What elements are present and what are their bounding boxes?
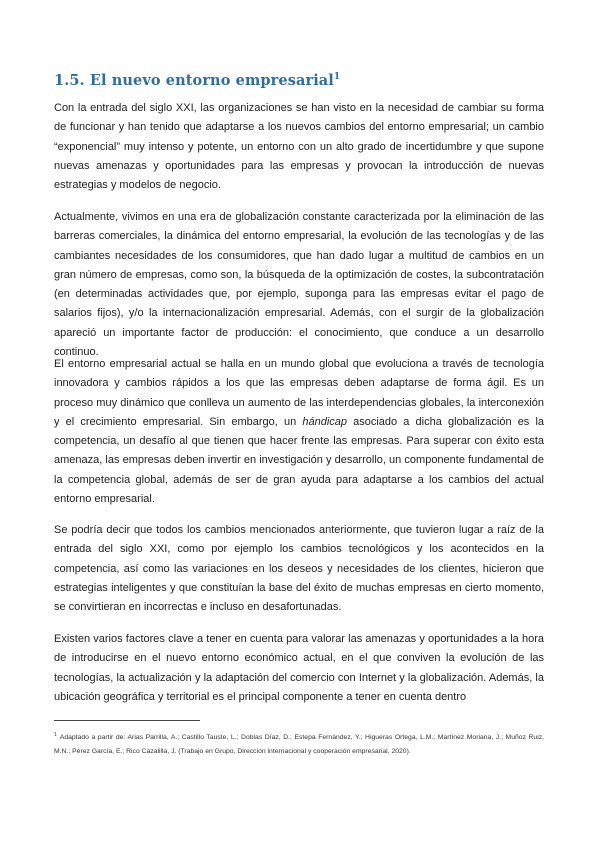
section-heading xyxy=(54,72,340,89)
footnote-reference[interactable]: 1 xyxy=(333,72,341,82)
footnote-text: Adaptado a partir de: Arias Parrilla, A.; Castillo Tauste, L.; Doblas Díaz, D.; Estepa Fernández, Y.; Higueras Ortega, L.M.; Martínez Moriana, J.; Muñoz Ruiz, M.N.; Pérez García, E.; Rico Cazalilla, J. (Trabajo en Grupo, Dirección internacional y cooperación empresarial, 2020). xyxy=(54,734,544,755)
paragraph-3-text-end: asociado a dicha globalización es la competencia, un desafío al que tienen que hacer frente las empresas. Para superar con éxito esta amenaza, las empresas deben invertir en investigación y desarrollo, un componente fundamental de la competencia global, además de ser de gran ayuda para adaptarse a los cambios del actual entorno empresarial. xyxy=(54,415,545,506)
paragraph-3 xyxy=(54,355,544,509)
paragraph-3-italic-term: hándicap xyxy=(302,415,347,428)
footnote-marker: 1 xyxy=(54,732,57,738)
paragraph-5: Existen varios factores clave a tener en cuenta para valorar las amenazas y oportunidades a la hora de introducirse en el nuevo entorno económico actual, en el que conviven la evolución de las tecnologías, la actualización y la adaptación del comercio con Internet y la globalización. Además, la ubicación geográfica y territorial es el principal componente a tener en cuenta dentro xyxy=(54,633,544,703)
section-title: 1.5. El nuevo entorno empresarial xyxy=(54,72,334,89)
paragraph-2: Actualmente, vivimos en una era de globalización constante caracterizada por la eliminación de las barreras comerciales, la dinámica del entorno empresarial, la evolución de las tecnologías y de las cambiantes necesidades de los consumidores, que han dado lugar a multitud de cambios en un gran número de empresas, como son, la búsqueda de la optimización de costes, la subcontratación (en determinadas actividades que, por ejemplo, suponga para las empresas evitar el pago de salarios fijos), y/o la internacionalización empresarial. Además, con el surgir de la globalización apareció un importante factor de producción: el conocimiento, que conduce a un desarrollo continuo. xyxy=(54,211,544,359)
footnote xyxy=(54,728,544,759)
paragraph-1: Con la entrada del siglo XXI, las organizaciones se han visto en la necesidad de cambiar su forma de funcionar y han tenido que adaptarse a los nuevos cambios del entorno empresarial; un cambio “exponencial” muy intenso y potente, un entorno con un alto grado de incertidumbre y que supone nuevas amenazas y oportunidades para las empresas y provocan la introducción de nuevas estrategias y modelos de negocio. xyxy=(54,102,544,192)
paragraph-4: Se podría decir que todos los cambios mencionados anteriormente, que tuvieron lugar a raíz de la entrada del siglo XXI, como por ejemplo los cambios tecnológicos y los acontecidos en la competencia, así como las variaciones en los deseos y necesidades de los clientes, hicieron que estrategias inteligentes y que constituían la base del éxito de muchas empresas en cierto momento, se convirtieran en incorrectas e incluso en desafortunadas. xyxy=(54,524,544,614)
footnote-divider xyxy=(54,720,200,721)
paragraph-3-text-start: El entorno empresarial actual se halla en un mundo global que evoluciona a través de tecnología innovadora y cambios rápidos a los que las empresas deben adaptarse de forma ágil. Es un proceso muy dinámico que conlleva un aumento de las interdependencias globales, la interconexión y el crecimiento empresarial. Sin embargo, un xyxy=(54,358,544,428)
